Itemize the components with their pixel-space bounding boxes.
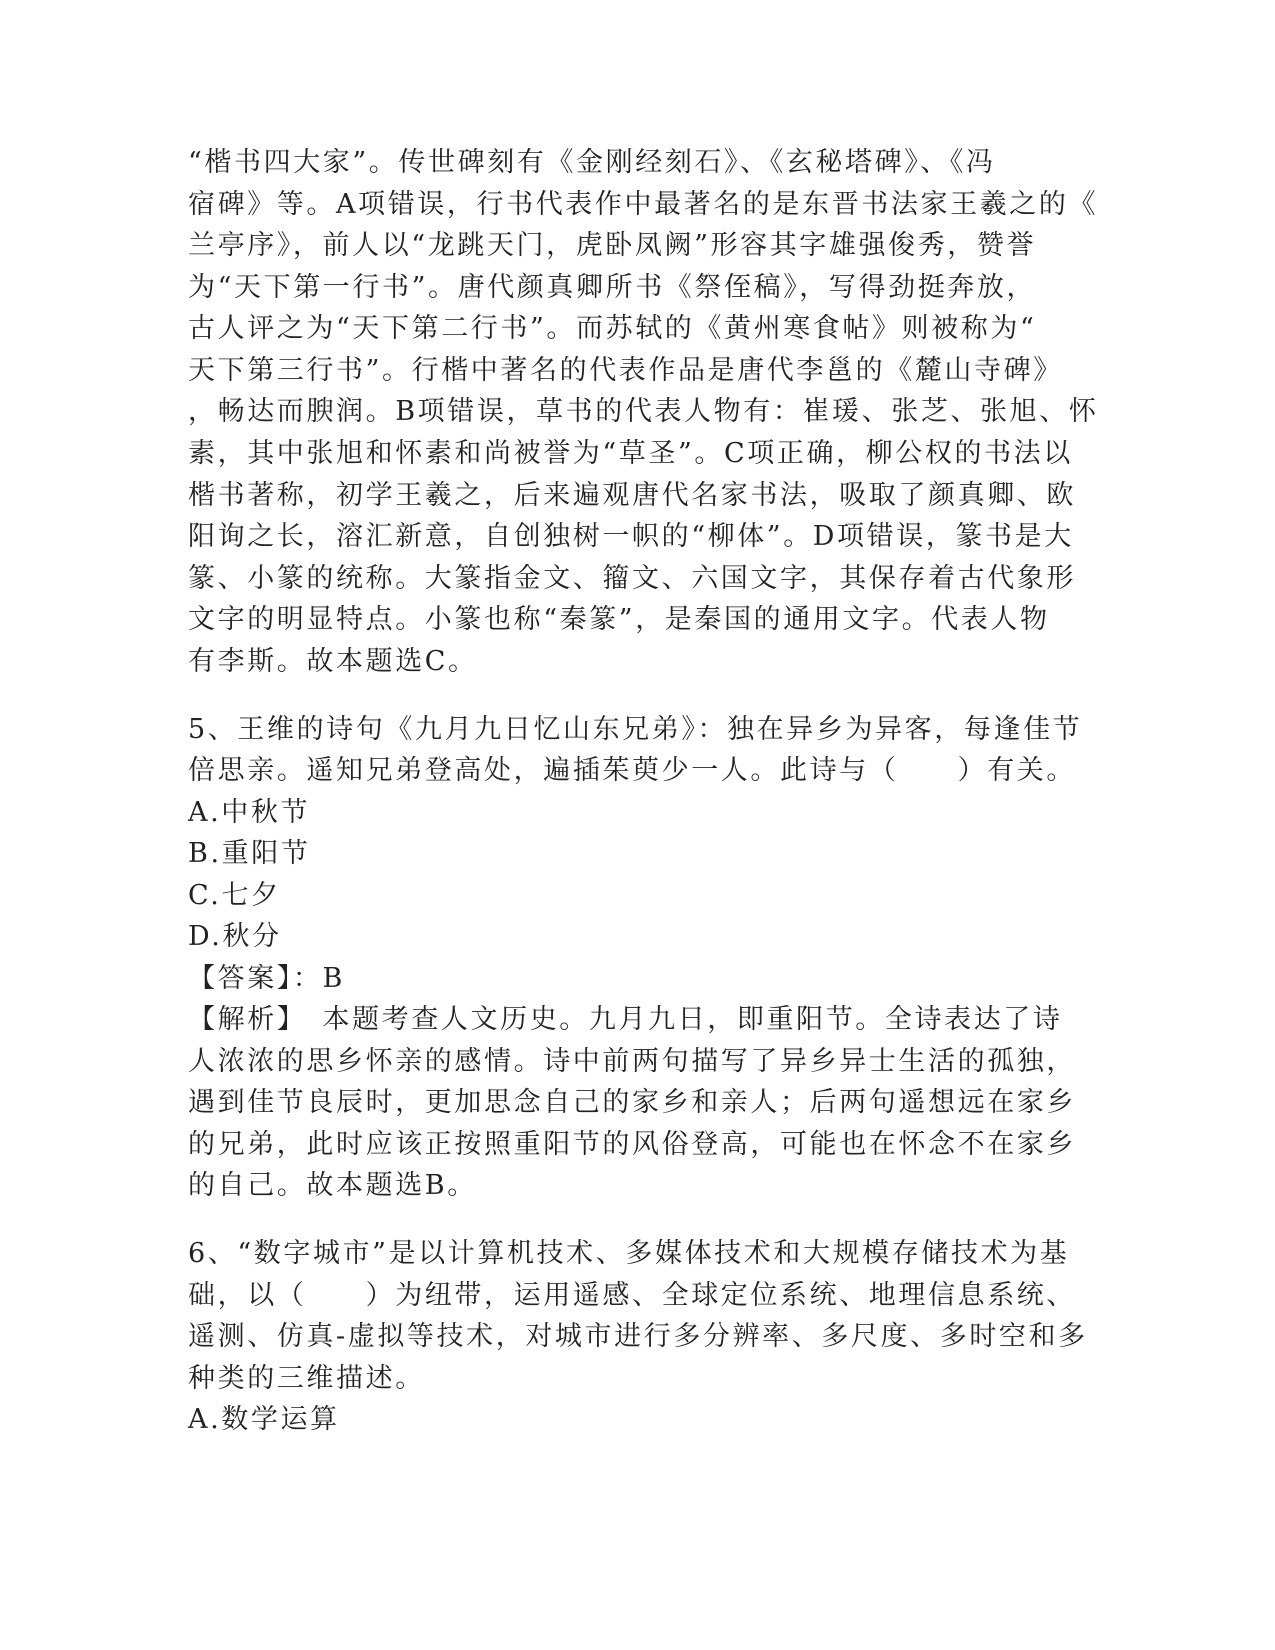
text-line: 楷书著称，初学王羲之，后来遍观唐代名家书法，吸取了颜真卿、欧 xyxy=(188,480,1076,511)
text-line: 古人评之为“天下第二行书”。而苏轼的《黄州寒食帖》则被称为“ xyxy=(188,313,1037,344)
option-c: C.七夕 xyxy=(188,880,281,911)
analysis-line: 人浓浓的思乡怀亲的感情。诗中前两句描写了异乡异士生活的孤独， xyxy=(188,1046,1076,1077)
text-line: “楷书四大家”。传世碑刻有《金刚经刻石》、《玄秘塔碑》、《冯 xyxy=(188,147,996,178)
text-line: 素，其中张旭和怀素和尚被誉为“草圣”。C项正确，柳公权的书法以 xyxy=(188,438,1073,469)
question-stem: 5、王维的诗句《九月九日忆山东兄弟》：独在异乡为异客，每逢佳节 xyxy=(188,714,1083,745)
analysis-line: 【解析】 本题考查人文历史。九月九日，即重阳节。全诗表达了诗 xyxy=(188,1004,1063,1035)
text-line: 为“天下第一行书”。唐代颜真卿所书《祭侄稿》，写得劲挺奔放， xyxy=(188,272,1037,303)
question-stem: 6、“数字城市”是以计算机技术、多媒体技术和大规模存储技术为基 xyxy=(188,1238,1070,1269)
option-b: B.重阳节 xyxy=(188,838,311,869)
answer: 【答案】：B xyxy=(188,963,345,994)
option-a: A.中秋节 xyxy=(188,797,311,828)
text-line: 篆、小篆的统称。大篆指金文、籀文、六国文字，其保存着古代象形 xyxy=(188,563,1076,594)
text-line: 阳询之长，溶汇新意，自创独树一帜的“柳体”。D项错误，篆书是大 xyxy=(188,521,1074,552)
text-line: ，畅达而腴润。B项错误，草书的代表人物有：崔瑗、张芝、张旭、怀 xyxy=(188,396,1099,427)
option-a: A.数学运算 xyxy=(188,1404,340,1435)
question-stem: 遥测、仿真-虚拟等技术，对城市进行多分辨率、多尺度、多时空和多 xyxy=(188,1321,1088,1352)
text-line: 文字的明显特点。小篆也称“秦篆”，是秦国的通用文字。代表人物 xyxy=(188,604,1050,635)
text-line: 宿碑》等。A项错误，行书代表作中最著名的是东晋书法家王羲之的《 xyxy=(188,189,1099,220)
analysis-line: 遇到佳节良辰时，更加思念自己的家乡和亲人；后两句遥想远在家乡 xyxy=(188,1087,1076,1118)
question-stem: 础，以（ ）为纽带，运用遥感、全球定位系统、地理信息系统、 xyxy=(188,1280,1076,1311)
text-line: 天下第三行书”。行楷中著名的代表作品是唐代李邕的《麓山寺碑》 xyxy=(188,355,1063,386)
text-line: 兰亭序》，前人以“龙跳天门，虎卧凤阙”形容其字雄强俊秀，赞誉 xyxy=(188,230,1037,261)
option-d: D.秋分 xyxy=(188,921,282,952)
analysis-line: 的自己。故本题选B。 xyxy=(188,1170,477,1201)
text-line: 有李斯。故本题选C。 xyxy=(188,646,478,677)
analysis-line: 的兄弟，此时应该正按照重阳节的风俗登高，可能也在怀念不在家乡 xyxy=(188,1129,1076,1160)
question-stem: 倍思亲。遥知兄弟登高处，遍插茱萸少一人。此诗与（ ）有关。 xyxy=(188,755,1076,786)
question-stem: 种类的三维描述。 xyxy=(188,1363,425,1394)
